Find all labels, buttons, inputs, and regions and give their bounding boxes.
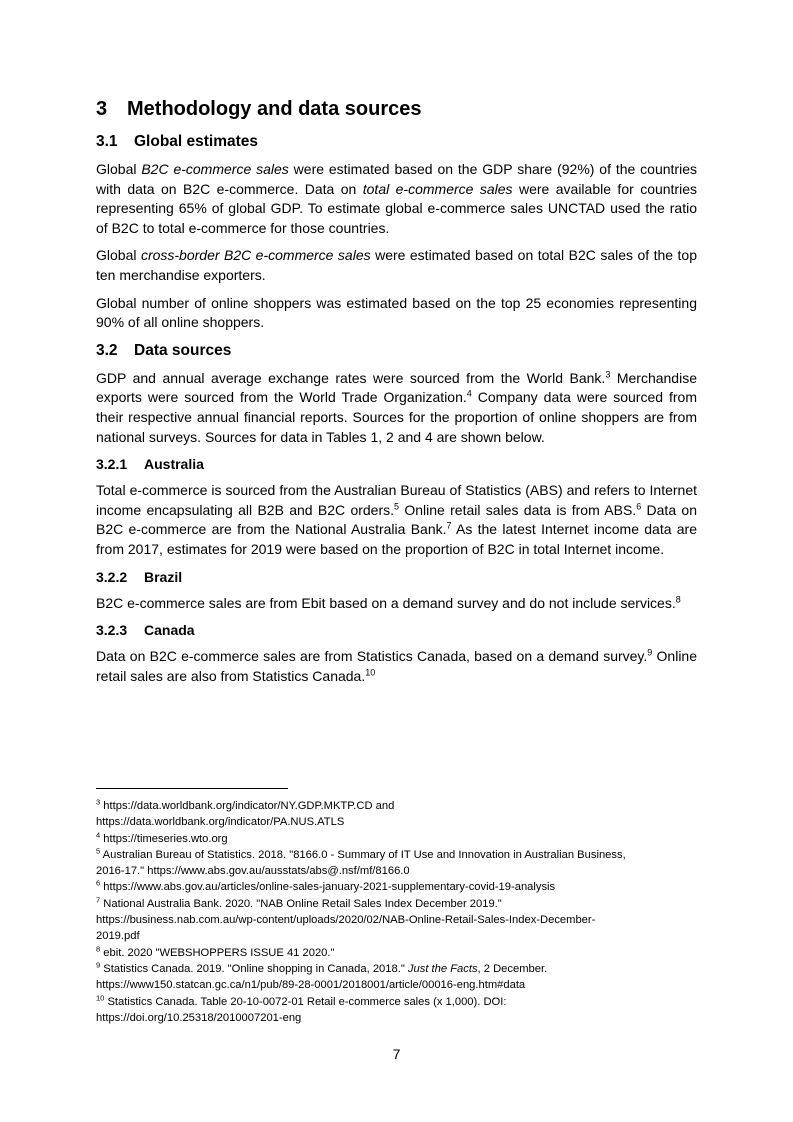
paragraph-australia: Total e-commerce is sourced from the Australian Bureau of Statistics (ABS) and refers to Internet income encapsulating all B2B and B2C orders.$^5$ Online retail sales data is from ABS.$^6$ Data on B2C e-commerce are from the National Australia Bank.$^7$ As the latest Internet income data are from 2017, estimates for 2019 were based on the proportion of B2C in total Internet income. xyxy=(96,482,698,557)
subsubsection-title: Brazil xyxy=(144,568,183,585)
subsubsection-heading-brazil xyxy=(96,568,697,587)
footnote-ref[interactable]: 7 xyxy=(446,520,452,531)
section-number: 3 xyxy=(96,98,108,120)
footnote-separator xyxy=(96,788,288,789)
footnote-3: $^3$ https://data.worldbank.org/indicator/NY.GDP.MKTP.CD and https://data.worldbank.org/indicator/PA.NUS.ATLS xyxy=(96,797,395,829)
paragraph-data-sources: GDP and annual average exchange rates were sourced from the World Bank.$^3$ Merchandise exports were sourced from the World Trade Organization.$^4$ Company data were sourced from their respective annual financial reports. Sources for the proportion of online shoppers are from national surveys. Sources for data in Tables 1, 2 and 4 are shown below. xyxy=(96,369,698,445)
subsection-heading-data-sources xyxy=(96,341,697,361)
footnote-ref[interactable]: 9 xyxy=(647,647,653,658)
paragraph-canada: Data on B2C e-commerce sales are from Statistics Canada, based on a demand survey.$^9$ Online retail sales are also from Statistics Canada.$^{10}$ xyxy=(96,647,698,684)
subsection-title: Data sources xyxy=(134,341,232,359)
section-title: Methodology and data sources xyxy=(127,98,422,120)
footnote-7: $^7$ National Australia Bank. 2020. "NAB Online Retail Sales Index December 2019." https://business.nab.com.au/wp-content/uploads/2020/02/NAB-Online-Retail-Sales-Index-December- 2019.pdf xyxy=(96,895,596,943)
paragraph-brazil: B2C e-commerce sales are from Ebit based on a demand survey and do not include services.$^8$ xyxy=(96,593,681,611)
footnote-8: $^8$ ebit. 2020 "WEBSHOPPERS ISSUE 41 2020." xyxy=(96,943,335,959)
footnotes xyxy=(96,798,697,1026)
footnote-6: $^6$ https://www.abs.gov.au/articles/online-sales-january-2021-supplementary-covid-19-analysis xyxy=(96,878,556,894)
footnote-ref[interactable]: 8 xyxy=(675,593,681,604)
footnote-ref[interactable]: 4 xyxy=(466,388,472,399)
italic-term: B2C e-commerce sales xyxy=(141,161,289,177)
footnote-9: $^9$ Statistics Canada. 2019. "Online shopping in Canada, 2018." Just the Facts, 2 December. https://www150.statcan.gc.ca/n1/pub/89-28-0001/2018001/article/00016-eng.htm#data xyxy=(96,960,548,992)
paragraph-global-b2c: Global B2C e-commerce sales were estimated based on the GDP share (92%) of the countries with data on B2C e-commerce. Data on total e-commerce sales were available for countries representing 65% of global GDP. To estimate global e-commerce sales UNCTAD used the ratio of B2C to total e-commerce for those countries. xyxy=(96,161,697,236)
subsubsection-heading-canada xyxy=(96,621,697,640)
subsubsection-number: 3.2.3 xyxy=(96,622,128,639)
subsection-number: 3.1 xyxy=(96,133,118,150)
page-body xyxy=(96,96,697,694)
paragraph-online-shoppers: Global number of online shoppers was estimated based on the top 25 economies representing 90% of all online shoppers. xyxy=(96,294,697,331)
section-heading xyxy=(96,96,697,122)
subsection-number: 3.2 xyxy=(96,341,118,359)
footnote-ref[interactable]: 3 xyxy=(605,369,611,380)
subsubsection-heading-australia xyxy=(96,455,697,474)
subsection-heading-global-estimates xyxy=(96,132,697,152)
subsubsection-title: Australia xyxy=(144,456,204,473)
subsubsection-number: 3.2.2 xyxy=(96,568,128,585)
subsubsection-number: 3.2.1 xyxy=(96,456,128,473)
footnote-ref[interactable]: 5 xyxy=(394,501,400,512)
italic-term: cross-border B2C e-commerce sales xyxy=(140,247,371,264)
page-number: 7 xyxy=(392,1046,401,1062)
footnote-ref[interactable]: 10 xyxy=(365,667,376,678)
footnote-ref[interactable]: 6 xyxy=(636,501,642,512)
footnote-4: $^4$ https://timeseries.wto.org xyxy=(96,829,228,845)
subsubsection-title: Canada xyxy=(144,622,195,639)
footnote-5: $^5$ Australian Bureau of Statistics. 2018. "8166.0 - Summary of IT Use and Innovation in Australian Business, 2016-17." https://www.abs.gov.au/ausstats/abs@.nsf/mf/8166.0 xyxy=(96,846,626,878)
paragraph-cross-border: Global cross-border B2C e-commerce sales were estimated based on total B2C sales of the top ten merchandise exporters. xyxy=(96,247,697,283)
subsection-title: Global estimates xyxy=(134,133,259,150)
footnote-10: $^{10}$ Statistics Canada. Table 20-10-0072-01 Retail e-commerce sales (x 1,000). DOI: https://doi.org/10.25318/2010007201-eng xyxy=(96,992,507,1024)
italic-term: total e-commerce sales xyxy=(362,180,513,197)
